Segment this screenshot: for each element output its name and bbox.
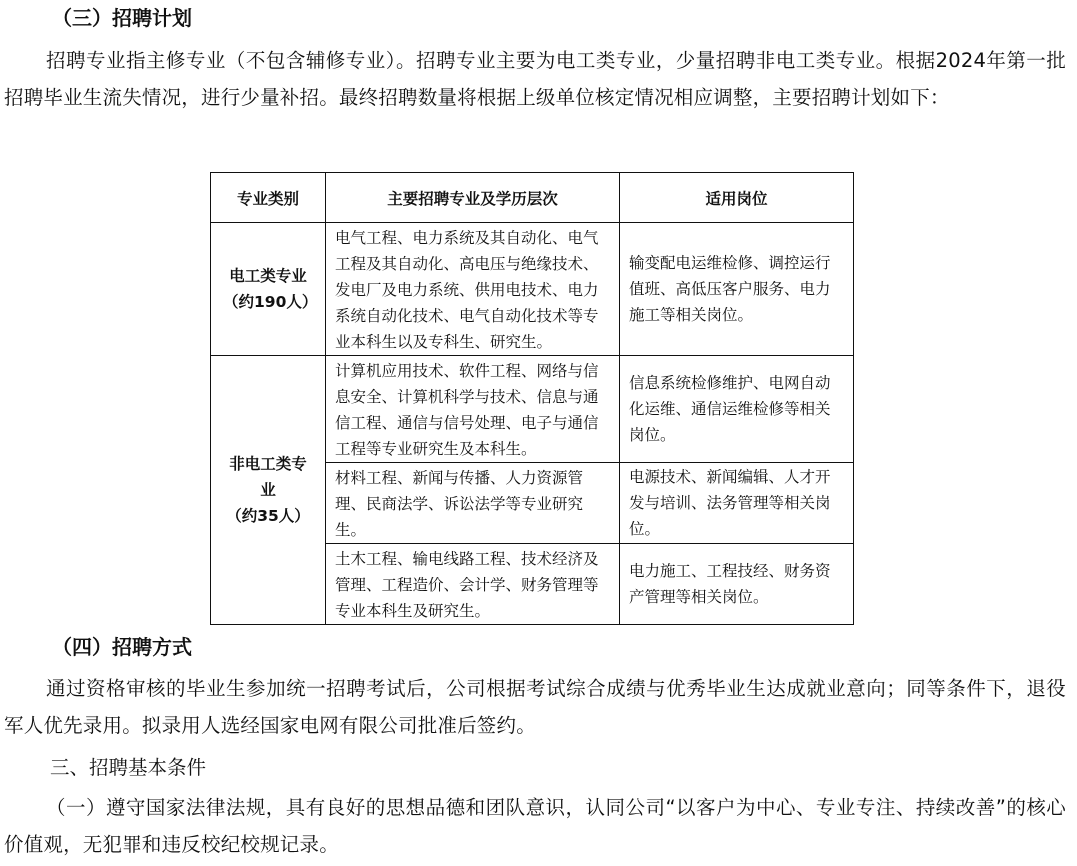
recruitment-plan-table — [210, 172, 854, 625]
recruitment-method-paragraph: 通过资格审核的毕业生参加统一招聘考试后，公司根据考试综合成绩与优秀毕业生达成就业意向；同等条件下，退役军人优先录用。拟录用人选经国家电网有限公司批准后签约。 — [4, 677, 1066, 737]
category-name: 电工类专业 — [229, 267, 307, 285]
positions-cell: 输变配电运维检修、调控运行值班、高低压客户服务、电力施工等相关岗位。 — [620, 223, 854, 356]
positions-cell: 信息系统检修维护、电网自动化运维、通信运维检修等相关岗位。 — [620, 356, 854, 463]
section-heading-recruitment-method: （四）招聘方式 — [52, 635, 192, 659]
section-heading-recruitment-plan: （三）招聘计划 — [52, 6, 192, 30]
header-positions: 适用岗位 — [620, 173, 854, 223]
category-cell-electrical — [211, 223, 326, 356]
table-row — [211, 356, 854, 463]
category-count: （约35人） — [226, 507, 310, 525]
majors-cell: 土木工程、输电线路工程、技术经济及管理、工程造价、会计学、财务管理等专业本科生及研究生。 — [326, 544, 620, 625]
positions-cell: 电力施工、工程技经、财务资产管理等相关岗位。 — [620, 544, 854, 625]
header-majors: 主要招聘专业及学历层次 — [326, 173, 620, 223]
majors-cell: 材料工程、新闻与传播、人力资源管理、民商法学、诉讼法学等专业研究生。 — [326, 463, 620, 544]
header-category: 专业类别 — [211, 173, 326, 223]
majors-cell: 计算机应用技术、软件工程、网络与信息安全、计算机科学与技术、信息与通信工程、通信与信号处理、电子与通信工程等专业研究生及本科生。 — [326, 356, 620, 463]
majors-cell: 电气工程、电力系统及其自动化、电气工程及其自动化、高电压与绝缘技术、发电厂及电力系统、供用电技术、电力系统自动化技术、电气自动化技术等专业本科生以及专科生、研究生。 — [326, 223, 620, 356]
positions-cell: 电源技术、新闻编辑、人才开发与培训、法务管理等相关岗位。 — [620, 463, 854, 544]
category-count: （约190人） — [223, 293, 318, 311]
table-row — [211, 223, 854, 356]
category-cell-non-electrical — [211, 356, 326, 625]
category-name: 非电工类专业 — [229, 455, 307, 499]
section-heading-basic-conditions: 三、招聘基本条件 — [50, 756, 207, 779]
table-header-row — [211, 173, 854, 223]
basic-condition-item-1: （一）遵守国家法律法规，具有良好的思想品德和团队意识，认同公司“以客户为中心、专业专注、持续改善”的核心价值观，无犯罪和违反校纪校规记录。 — [4, 796, 1066, 856]
recruitment-plan-paragraph: 招聘专业指主修专业（不包含辅修专业）。招聘专业主要为电工类专业，少量招聘非电工类专业。根据2024年第一批招聘毕业生流失情况，进行少量补招。最终招聘数量将根据上级单位核定情况相应调整，主要招聘计划如下： — [4, 49, 1066, 109]
